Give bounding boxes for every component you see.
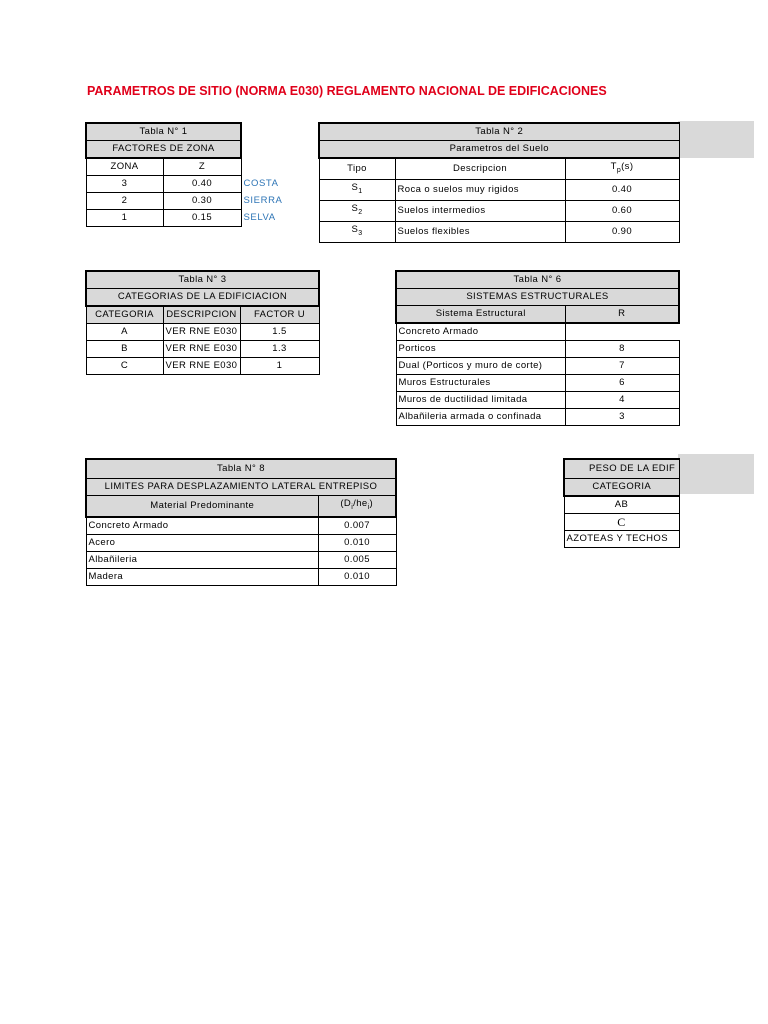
table-row (396, 409, 679, 426)
table-cell: 0.010 (318, 534, 396, 551)
table-cell: 0.010 (318, 568, 396, 585)
column-header: $T_p(s)$ (565, 158, 679, 179)
tabla3-subtitle: CATEGORIAS DE LA EDIFICIACION (86, 289, 319, 307)
table-cell: Madera (86, 568, 318, 585)
table-cell: Concreto Armado (86, 517, 318, 535)
column-header: DESCRIPCION (163, 306, 240, 324)
column-header: Z (163, 158, 241, 176)
table-cell: 2 (86, 193, 163, 210)
table-cell: 4 (565, 392, 679, 409)
table-cell: $S_1$ (319, 179, 395, 200)
table-cell: Suelos intermedios (395, 200, 565, 221)
table-cell: 3 (86, 176, 163, 193)
table-row (319, 179, 679, 200)
table-row (396, 341, 679, 358)
column-header: FACTOR U (240, 306, 319, 324)
table-cell: 0.40 (565, 179, 679, 200)
table-row (396, 358, 679, 375)
table-cell: Concreto Armado (396, 323, 565, 341)
tabla8-subtitle: LIMITES PARA DESPLAZAMIENTO LATERAL ENTREPISO (86, 479, 396, 496)
tabla6-title: Tabla N° 6 (396, 271, 679, 289)
table-cell: A (86, 324, 163, 341)
page-title: PARAMETROS DE SITIO (NORMA E030) REGLAMENTO NACIONAL DE EDIFICACIONES (87, 84, 607, 98)
tabla-peso-edificacion (563, 458, 680, 548)
column-header: CATEGORIA (86, 306, 163, 324)
table-cell: 3 (565, 409, 679, 426)
table-row (319, 200, 679, 221)
column-header: CATEGORIA (564, 479, 679, 497)
table-cell: VER RNE E030 (163, 341, 240, 358)
table-row (396, 392, 679, 409)
table-cell: 0.40 (163, 176, 241, 193)
table-cell: 1.5 (240, 324, 319, 341)
tabla-categorias-edificacion (85, 270, 320, 375)
tabla1-title: Tabla N° 1 (86, 123, 241, 141)
column-header: Material Predominante (86, 496, 318, 517)
table-row (86, 193, 318, 210)
table-row (86, 517, 396, 535)
column-header: Tipo (319, 158, 395, 179)
table-cell: 7 (565, 358, 679, 375)
table-cell (565, 323, 679, 341)
tabla-sistemas-estructurales (395, 270, 680, 426)
table-row (86, 324, 319, 341)
table-cell: Albañileria armada o confinada (396, 409, 565, 426)
table-cell: 1 (240, 358, 319, 375)
table-cell: 0.005 (318, 551, 396, 568)
column-header: R (565, 306, 679, 324)
region-label: SIERRA (243, 195, 283, 206)
column-header: $(D_i/he_i)$ (318, 496, 396, 517)
table-cell: AZOTEAS Y TECHOS (564, 531, 679, 548)
table-cell: 0.30 (163, 193, 241, 210)
table-row (86, 568, 396, 585)
table-cell: 6 (565, 375, 679, 392)
column-header: Sistema Estructural (396, 306, 565, 324)
table-cell: Acero (86, 534, 318, 551)
table-cell: 0.15 (163, 210, 241, 227)
tabla2-title: Tabla N° 2 (319, 123, 679, 141)
tabla8-title: Tabla N° 8 (86, 459, 396, 479)
table-cell: Muros Estructurales (396, 375, 565, 392)
table-cell: Suelos flexibles (395, 221, 565, 242)
table-row (86, 358, 319, 375)
table-cell: 0.60 (565, 200, 679, 221)
table-cell: VER RNE E030 (163, 324, 240, 341)
column-header: Descripcion (395, 158, 565, 179)
table-row (396, 375, 679, 392)
table-row (396, 323, 679, 341)
tabla1-subtitle: FACTORES DE ZONA (86, 141, 241, 159)
table-cell: $S_3$ (319, 221, 395, 242)
table-cell: 0.007 (318, 517, 396, 535)
tabla-parametros-suelo (318, 122, 680, 243)
table-cell: Porticos (396, 341, 565, 358)
table-cell: $S_2$ (319, 200, 395, 221)
tabla-factores-zona (85, 122, 319, 227)
table-cell: Dual (Porticos y muro de corte) (396, 358, 565, 375)
region-label: COSTA (243, 178, 279, 189)
region-label: SELVA (243, 212, 276, 223)
table-cell: C (86, 358, 163, 375)
table-row (564, 514, 679, 531)
tabla-limites-desplazamiento (85, 458, 397, 586)
table-cell: 8 (565, 341, 679, 358)
tabla3-title: Tabla N° 3 (86, 271, 319, 289)
table-cell: 1 (86, 210, 163, 227)
table-row (86, 534, 396, 551)
tabla2-subtitle: Parametros del Suelo (319, 141, 679, 159)
tabla6-subtitle: SISTEMAS ESTRUCTURALES (396, 289, 679, 306)
table-cell: Muros de ductilidad limitada (396, 392, 565, 409)
table-cell: 1.3 (240, 341, 319, 358)
table-cell: B (86, 341, 163, 358)
table-cell: 0.90 (565, 221, 679, 242)
table-row (319, 221, 679, 242)
table-cell: VER RNE E030 (163, 358, 240, 375)
table-row (564, 496, 679, 514)
table-cell: Roca o suelos muy rigidos (395, 179, 565, 200)
column-header: ZONA (86, 158, 163, 176)
table-row (86, 176, 318, 193)
table-row (564, 531, 679, 548)
table-cell: Albañileria (86, 551, 318, 568)
table-cell: C (564, 514, 679, 531)
table-row (86, 341, 319, 358)
table-row (86, 210, 318, 227)
table-cell: AB (564, 496, 679, 514)
table-row (86, 551, 396, 568)
peso-title: PESO DE LA EDIF (564, 459, 679, 479)
